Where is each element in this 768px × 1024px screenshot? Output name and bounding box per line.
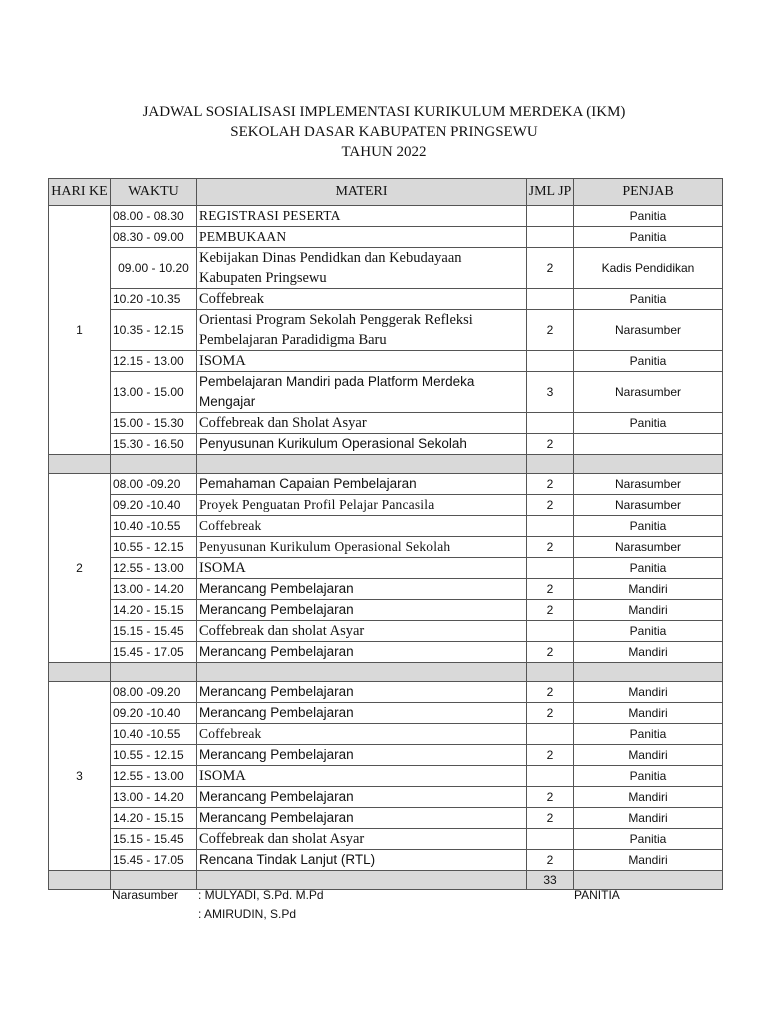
materi-cell: Merancang Pembelajaran: [197, 600, 527, 621]
jp-cell: [527, 289, 574, 310]
time-cell: 08.00 - 08.30: [111, 206, 197, 227]
schedule-table: [48, 178, 723, 890]
table-row: [49, 850, 723, 871]
time-cell: 15.00 - 15.30: [111, 413, 197, 434]
penjab-cell: Mandiri: [574, 682, 723, 703]
jp-cell: [527, 766, 574, 787]
jp-cell: 2: [527, 682, 574, 703]
materi-cell: ISOMA: [197, 351, 527, 372]
jp-cell: 2: [527, 434, 574, 455]
table-row: [49, 600, 723, 621]
table-row: [49, 703, 723, 724]
materi-cell: Merancang Pembelajaran: [197, 745, 527, 766]
materi-cell: Rencana Tindak Lanjut (RTL): [197, 850, 527, 871]
penjab-cell: Panitia: [574, 227, 723, 248]
penjab-cell: Mandiri: [574, 600, 723, 621]
table-row: [49, 829, 723, 850]
penjab-cell: [574, 434, 723, 455]
separator-row: [49, 455, 723, 474]
penjab-cell: Mandiri: [574, 787, 723, 808]
jp-cell: 2: [527, 787, 574, 808]
table-row: [49, 766, 723, 787]
materi-cell: Penyusunan Kurikulum Operasional Sekolah: [197, 434, 527, 455]
jp-cell: [527, 206, 574, 227]
header-waktu: WAKTU: [111, 179, 197, 206]
jp-cell: 2: [527, 600, 574, 621]
materi-cell: Merancang Pembelajaran: [197, 808, 527, 829]
header-hari: HARI KE: [49, 179, 111, 206]
time-cell: 10.40 -10.55: [111, 724, 197, 745]
penjab-cell: Mandiri: [574, 850, 723, 871]
table-row: [49, 682, 723, 703]
header-materi: MATERI: [197, 179, 527, 206]
time-cell: 15.45 - 17.05: [111, 850, 197, 871]
header-penjab: PENJAB: [574, 179, 723, 206]
jp-cell: 2: [527, 642, 574, 663]
total-jp: 33: [527, 871, 574, 890]
jp-cell: 2: [527, 495, 574, 516]
penjab-cell: Panitia: [574, 516, 723, 537]
materi-cell: Orientasi Program Sekolah Penggerak Refleksi Pembelajaran Paradidigma Baru: [197, 310, 527, 351]
table-row: [49, 495, 723, 516]
table-row: [49, 206, 723, 227]
time-cell: 08.00 -09.20: [111, 474, 197, 495]
time-cell: 10.35 - 12.15: [111, 310, 197, 351]
table-row: [49, 745, 723, 766]
jp-cell: [527, 413, 574, 434]
time-cell: 15.15 - 15.45: [111, 621, 197, 642]
jp-cell: [527, 621, 574, 642]
penjab-cell: Mandiri: [574, 745, 723, 766]
materi-cell: Coffebreak: [197, 724, 527, 745]
materi-cell: Merancang Pembelajaran: [197, 682, 527, 703]
time-cell: 12.55 - 13.00: [111, 558, 197, 579]
table-row: [49, 516, 723, 537]
day-number: 1: [49, 206, 111, 455]
materi-cell: ISOMA: [197, 766, 527, 787]
materi-cell: Merancang Pembelajaran: [197, 703, 527, 724]
time-cell: 10.40 -10.55: [111, 516, 197, 537]
penjab-cell: Panitia: [574, 621, 723, 642]
table-row: [49, 227, 723, 248]
time-cell: 10.55 - 12.15: [111, 745, 197, 766]
materi-cell: Pemahaman Capaian Pembelajaran: [197, 474, 527, 495]
penjab-cell: Kadis Pendidikan: [574, 248, 723, 289]
time-cell: 08.00 -09.20: [111, 682, 197, 703]
table-row: [49, 351, 723, 372]
jp-cell: 2: [527, 248, 574, 289]
document-title: JADWAL SOSIALISASI IMPLEMENTASI KURIKULUM MERDEKA (IKM): [142, 104, 626, 120]
penjab-cell: Panitia: [574, 413, 723, 434]
time-cell: 09.00 - 10.20: [111, 248, 197, 289]
materi-cell: Merancang Pembelajaran: [197, 642, 527, 663]
day-number: 2: [49, 474, 111, 663]
header-jml-jp: JML JP: [527, 179, 574, 206]
day-number: 3: [49, 682, 111, 871]
table-row: [49, 724, 723, 745]
materi-cell: Kebijakan Dinas Pendidkan dan Kebudayaan Kabupaten Pringsewu: [197, 248, 527, 289]
materi-cell: Penyusunan Kurikulum Operasional Sekolah: [197, 537, 527, 558]
jp-cell: [527, 351, 574, 372]
time-cell: 15.15 - 15.45: [111, 829, 197, 850]
penjab-cell: Narasumber: [574, 310, 723, 351]
jp-cell: 2: [527, 537, 574, 558]
penjab-cell: Mandiri: [574, 579, 723, 600]
jp-cell: 2: [527, 850, 574, 871]
table-row: [49, 474, 723, 495]
penjab-cell: Panitia: [574, 829, 723, 850]
materi-cell: Coffebreak: [197, 516, 527, 537]
separator-row: [49, 663, 723, 682]
materi-cell: ISOMA: [197, 558, 527, 579]
time-cell: 15.30 - 16.50: [111, 434, 197, 455]
time-cell: 15.45 - 17.05: [111, 642, 197, 663]
table-row: [49, 248, 723, 289]
narasumber-name: : AMIRUDIN, S.Pd: [198, 907, 297, 921]
penjab-cell: Panitia: [574, 724, 723, 745]
penjab-cell: Panitia: [574, 206, 723, 227]
document-subtitle: SEKOLAH DASAR KABUPATEN PRINGSEWU: [230, 124, 538, 140]
penjab-cell: Narasumber: [574, 495, 723, 516]
table-row: [49, 289, 723, 310]
time-cell: 10.20 -10.35: [111, 289, 197, 310]
time-cell: 12.55 - 13.00: [111, 766, 197, 787]
narasumber-label: Narasumber: [112, 888, 179, 902]
table-row: [49, 537, 723, 558]
jp-cell: [527, 829, 574, 850]
penjab-cell: Mandiri: [574, 808, 723, 829]
time-cell: 14.20 - 15.15: [111, 600, 197, 621]
table-row: [49, 558, 723, 579]
jp-cell: 2: [527, 579, 574, 600]
penjab-cell: Panitia: [574, 558, 723, 579]
materi-cell: Coffebreak dan sholat Asyar: [197, 621, 527, 642]
jp-cell: 2: [527, 474, 574, 495]
materi-cell: PEMBUKAAN: [197, 227, 527, 248]
penjab-cell: Narasumber: [574, 372, 723, 413]
time-cell: 09.20 -10.40: [111, 703, 197, 724]
jp-cell: 2: [527, 808, 574, 829]
time-cell: 13.00 - 14.20: [111, 579, 197, 600]
table-row: [49, 434, 723, 455]
time-cell: 12.15 - 13.00: [111, 351, 197, 372]
penjab-cell: Mandiri: [574, 642, 723, 663]
jp-cell: [527, 724, 574, 745]
table-row: [49, 413, 723, 434]
jp-cell: 2: [527, 745, 574, 766]
document-year: TAHUN 2022: [341, 144, 427, 160]
table-row: [49, 579, 723, 600]
jp-cell: 2: [527, 310, 574, 351]
materi-cell: Proyek Penguatan Profil Pelajar Pancasila: [197, 495, 527, 516]
penjab-cell: Panitia: [574, 351, 723, 372]
time-cell: 13.00 - 14.20: [111, 787, 197, 808]
materi-cell: REGISTRASI PESERTA: [197, 206, 527, 227]
time-cell: 10.55 - 12.15: [111, 537, 197, 558]
time-cell: 13.00 - 15.00: [111, 372, 197, 413]
penjab-cell: Panitia: [574, 289, 723, 310]
jp-cell: [527, 516, 574, 537]
materi-cell: Coffebreak dan Sholat Asyar: [197, 413, 527, 434]
table-row: [49, 372, 723, 413]
table-row: [49, 642, 723, 663]
table-row: [49, 310, 723, 351]
jp-cell: 2: [527, 703, 574, 724]
materi-cell: Coffebreak dan sholat Asyar: [197, 829, 527, 850]
jp-cell: 3: [527, 372, 574, 413]
materi-cell: Merancang Pembelajaran: [197, 787, 527, 808]
jp-cell: [527, 227, 574, 248]
panitia-label: PANITIA: [574, 888, 620, 902]
penjab-cell: Mandiri: [574, 703, 723, 724]
penjab-cell: Narasumber: [574, 474, 723, 495]
time-cell: 09.20 -10.40: [111, 495, 197, 516]
narasumber-name: : MULYADI, S.Pd. M.Pd: [198, 888, 324, 902]
penjab-cell: Narasumber: [574, 537, 723, 558]
materi-cell: Coffebreak: [197, 289, 527, 310]
table-row: [49, 621, 723, 642]
time-cell: 08.30 - 09.00: [111, 227, 197, 248]
materi-cell: Merancang Pembelajaran: [197, 579, 527, 600]
table-row: [49, 808, 723, 829]
materi-cell: Pembelajaran Mandiri pada Platform Merdeka Mengajar: [197, 372, 527, 413]
table-row: [49, 787, 723, 808]
time-cell: 14.20 - 15.15: [111, 808, 197, 829]
jp-cell: [527, 558, 574, 579]
penjab-cell: Panitia: [574, 766, 723, 787]
